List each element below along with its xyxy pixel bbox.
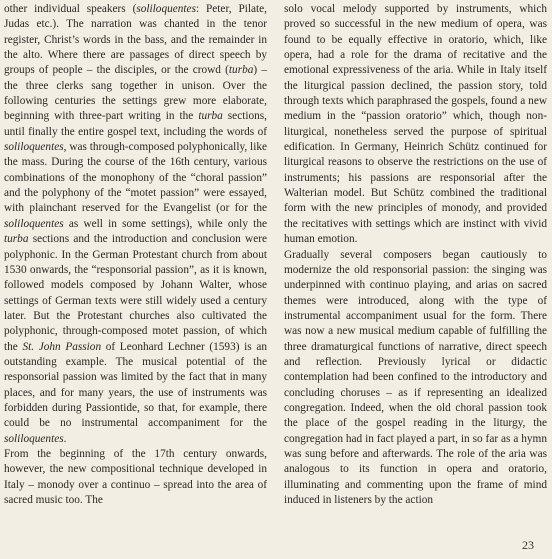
paragraph — [284, 2, 547, 248]
text-run: Gradually several composers began cautiously to modernize the old responsorial passion: the singing was underpinned with continuo playing, and arias on sacred themes were introduced, along with the type of instrumental accompaniment usual for the form. There was now a new musical medium capable of fulfilling the three dramaturgical functions of narrative, direct speech and reflection. Previously lyrical or didactic contemplation had been confined to the introductory and concluding choruses – as if representing an idealized congregation. Indeed, when the old choral passion took the place of the gospel reading in the liturgy, the congregation had in fact played a part, in so far as a hymn was sung before and afterwards. The role of the aria was analogous to its function in opera and oratorio, illuminating and commenting upon the frame of mind induced in listeners by the action — [284, 248, 547, 506]
italic-text: turba — [198, 110, 223, 123]
text-run: ) – the three clerks sang together in unison. Over the following centuries the settings grew more elaborate, beginning with three-part writing in the — [4, 64, 267, 123]
text-run: , was through-composed polyphonically, like the mass. During the course of the 16th century, various combinations of the monophony of the “choral passion” and the polyphony of the “motet passion” were essayed, with plainchant reserved for the Evangelist (or for the — [4, 141, 267, 215]
paragraph — [4, 447, 267, 508]
italic-text: turba — [4, 233, 29, 246]
italic-text: soliloquentes — [4, 432, 64, 445]
text-run: : Peter, Pilate, Judas etc.). The narration was chanted in the tenor register, Christ’s words in the bass, and the remainder in the alto. Where there are passages of direct speech by groups of people – the disciples, or the crowd ( — [4, 3, 268, 77]
text-run: sections, until finally the entire gospel text, including the words of — [4, 110, 268, 138]
italic-text: soliloquentes — [4, 141, 64, 154]
right-column — [284, 2, 547, 508]
italic-text: soliloquentes — [4, 217, 64, 230]
paragraph — [4, 2, 267, 447]
italic-text: turba — [228, 64, 254, 77]
page-number: 23 — [522, 538, 534, 552]
text-run: From the beginning of the 17th century onwards, however, the new compositional technique developed in Italy – monody over a continuo – spread into the area of sacred music too. The — [4, 447, 267, 506]
text-run: . — [63, 432, 67, 445]
text-run: sections and the introduction and conclusion were polyphonic. In the German Protestant church from about 1530 onwards, the “responsorial passion”, as it is known, followed models composed by Johann Walter, whose settings of German texts were still widely used a century later. But the Protestant churches also cultivated the polyphonic, through-composed motet passion, of which the — [4, 233, 267, 353]
text-run: other individual speakers ( — [4, 3, 137, 15]
left-column — [4, 2, 267, 508]
paragraph — [284, 248, 547, 509]
text-run: of Leonhard Lechner (1593) is an outstanding example. The musical potential of the responsorial passion was limited by the fact that in many places, and for many years, the use of instruments was forbidden during Passiontide, so that, for example, there could be no instrumental accompaniment for the — [4, 340, 267, 430]
text-run: solo vocal melody supported by instruments, which proved so successful in the new medium of opera, was found to be equally effective in oratorio, which, like opera, had a role for the drama of recitative and the emotional expressiveness of the aria. While in Italy itself the liturgical passion declined, the passion story, told through texts which paraphrased the gospels, found a new medium in the “passion oratorio” which, though non-liturgical, nonetheless served the purpose of spiritual edification. In Germany, Heinrich Schütz continued for liturgical reasons to observe the restrictions on the use of instruments; his passions are responsorial after the Walterian model. But Schütz combined the traditional form with the new principles of monody, and provided the recitatives with settings which are instinct with vivid human emotion. — [284, 3, 547, 246]
italic-text: soliloquentes — [136, 3, 196, 15]
text-run: as well in some settings), while only the — [63, 217, 267, 230]
italic-text: St. John Passion — [22, 340, 102, 353]
